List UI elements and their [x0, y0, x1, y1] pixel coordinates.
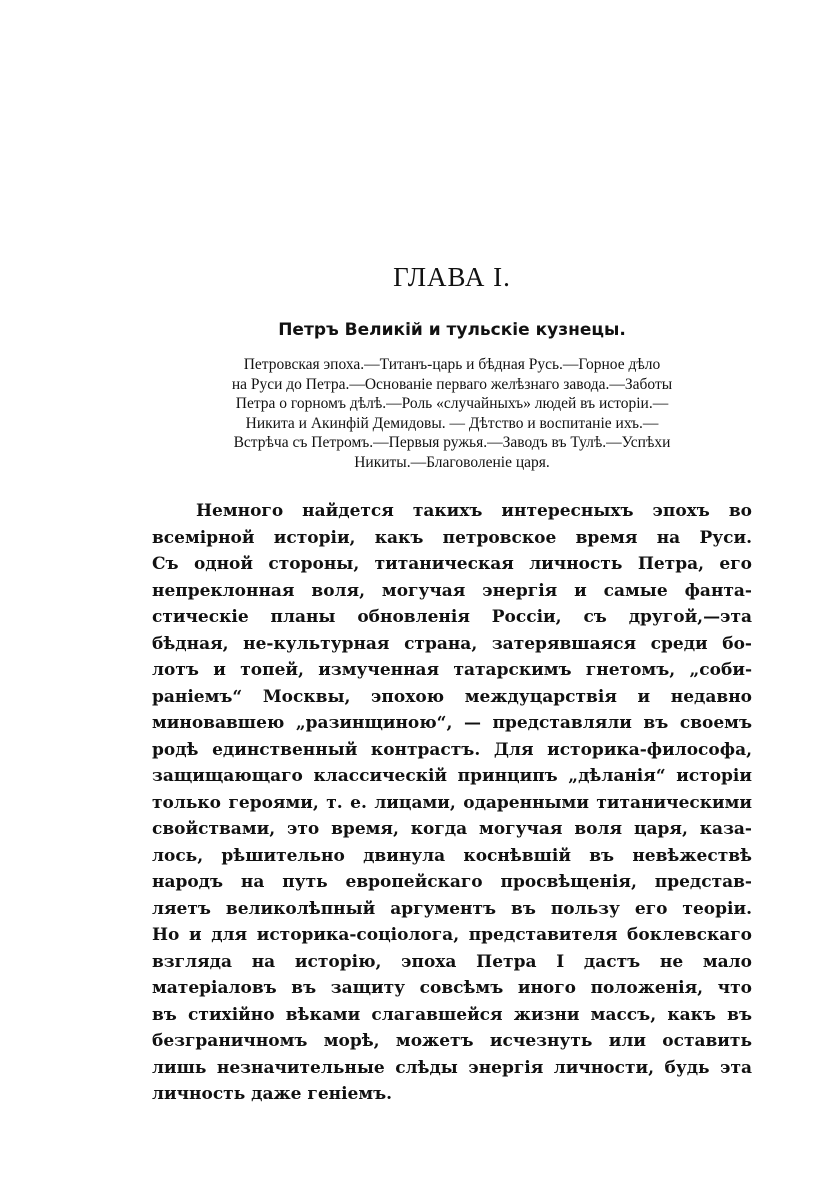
summary-line: Никита и Акинфій Демидовы. — Дѣтство и воспитаніе ихъ.— — [245, 414, 659, 432]
chapter-summary — [152, 355, 752, 472]
summary-line: Встрѣча съ Петромъ.—Первыя ружья.—Заводъ въ Тулѣ.—Успѣхи — [233, 434, 671, 451]
body-line: защищающаго классическій принципъ „дѣланія“ исторіи — [152, 766, 752, 786]
body-line: народъ на путь европейскаго просвѣщенія, представ- — [152, 872, 752, 892]
body-line: Немного найдется такихъ интересныхъ эпохъ во — [196, 501, 752, 521]
chapter-title: ГЛАВА I. — [393, 262, 511, 292]
body-paragraph — [152, 498, 752, 1108]
body-line: Но и для историка-соціолога, представителя боклевскаго — [152, 925, 752, 945]
summary-line: Петра о горномъ дѣлѣ.—Роль «случайныхъ» людей въ исторіи.— — [235, 395, 669, 412]
body-line: свойствами, это время, когда могучая воля царя, каза- — [152, 819, 752, 839]
body-line: матеріаловъ въ защиту совсѣмъ иного положенія, что — [152, 978, 752, 998]
summary-line: Никиты.—Благоволеніе царя. — [354, 453, 550, 471]
body-line: безграничномъ морѣ, можетъ исчезнуть или оставить — [152, 1031, 752, 1051]
chapter-subtitle: Петръ Великій и тульскіе кузнецы. — [278, 320, 626, 340]
summary-line: на Руси до Петра.—Основаніе перваго желѣзнаго завода.—Заботы — [231, 375, 673, 393]
body-line: стическіе планы обновленія Россіи, съ другой,—эта — [152, 607, 752, 627]
body-line: лотъ и топей, измученная татарскимъ гнетомъ, „соби- — [152, 660, 752, 680]
body-line: всемірной исторіи, какъ петровское время на Руси. — [152, 527, 752, 548]
body-line: личность даже геніемъ. — [152, 1084, 393, 1104]
body-line: лишь незначительные слѣды энергія личности, будь эта — [152, 1057, 752, 1078]
body-line: непреклонная воля, могучая энергія и самые фанта- — [152, 580, 752, 601]
body-line: миновавшею „разинщиною“, — представляли въ своемъ — [152, 713, 752, 733]
body-line: родѣ единственный контрастъ. Для историка-философа, — [152, 739, 752, 760]
body-line: лось, рѣшительно двинула коснѣвшій въ невѣжествѣ — [152, 845, 752, 866]
body-line: только героями, т. е. лицами, одаренными титаническими — [152, 792, 752, 813]
body-line: взгляда на исторію, эпоха Петра I дастъ не мало — [152, 951, 752, 972]
body-line: раніемъ“ Москвы, эпохою междуцарствія и недавно — [152, 686, 752, 707]
summary-line: Петровская эпоха.—Титанъ-царь и бѣдная Русь.—Горное дѣло — [243, 356, 661, 373]
body-line: въ стихійно вѣками слагавшейся жизни массъ, какъ въ — [152, 1004, 752, 1025]
body-line: ляетъ великолѣпный аргументъ въ пользу его теоріи. — [152, 898, 752, 919]
page-content — [152, 255, 752, 1108]
body-line: бѣдная, не-культурная страна, затерявшаяся среди бо- — [152, 633, 752, 654]
body-line: Съ одной стороны, титаническая личность Петра, его — [152, 554, 752, 574]
